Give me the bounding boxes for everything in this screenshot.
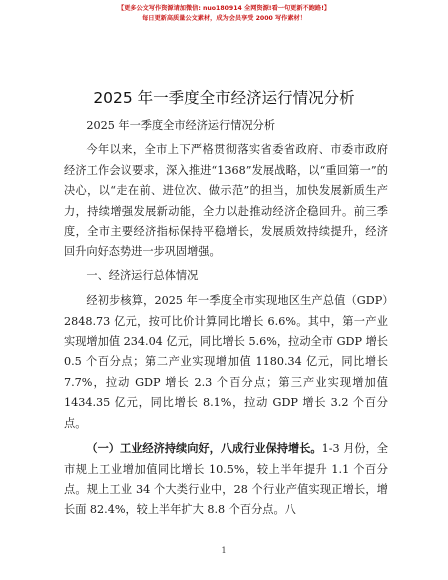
document-subtitle: 2025 年一季度全市经济运行情况分析: [86, 119, 276, 132]
industry-heading: （一）工业经济持续向好，八成行业保持增长。: [86, 441, 322, 456]
document-body: [64, 116, 388, 521]
page-number: 1: [221, 546, 227, 555]
industry-paragraph: [64, 438, 388, 521]
document-title: 2025 年一季度全市经济运行情况分析: [93, 89, 355, 107]
intro-paragraph: 今年以来，全市上下严格贯彻落实省委省政府、市委市政府经济工作会议要求，深入推进“1368”发展战略，以“重回第一”的决心，以“走在前、进位次、做示范”的担当，加快发展新质生产力，持续增强发展新动能，全力以赴推动经济企稳回升。前三季度，全市主要经济指标保持平稳增长，发展质效持续提升，经济回升向好态势进一步巩固增强。: [64, 143, 388, 259]
industry-text: 1-3 月份，全市规上工业增加值同比增长 10.5%，较上半年提升 1.1 个百分点。规上工业 34 个大类行业中，28 个行业产值实现正增长，增长面 82.4%，较上半年扩大 8.8 个百分点。八: [64, 442, 388, 517]
section-heading: 一、经济运行总体情况: [86, 268, 199, 282]
promo-banner: [0, 4, 448, 24]
gdp-paragraph: 经初步核算，2025 年一季度全市实现地区生产总值（GDP）2848.73 亿元，按可比价计算同比增长 6.6%。其中，第一产业实现增加值 234.04 亿元，同比增长 5.6%，拉动全市 GDP 增长 0.5 个百分点；第二产业实现增加值 1180.34 亿元，同比增长 7.7%，拉动 GDP 增长 2.3 个百分点；第三产业实现增加值 1434.35 亿元，同比增长 8.1%，拉动 GDP 增长 3.2 个百分点。: [64, 294, 388, 430]
promo-line-2: 每日更新高质量公文素材，成为会员享受 2000 写作素材！: [142, 15, 306, 22]
promo-line-1: 【更多公文写作资源请加微信: nuo180914 全网资源!看一句更新不跑路!】: [117, 5, 331, 12]
